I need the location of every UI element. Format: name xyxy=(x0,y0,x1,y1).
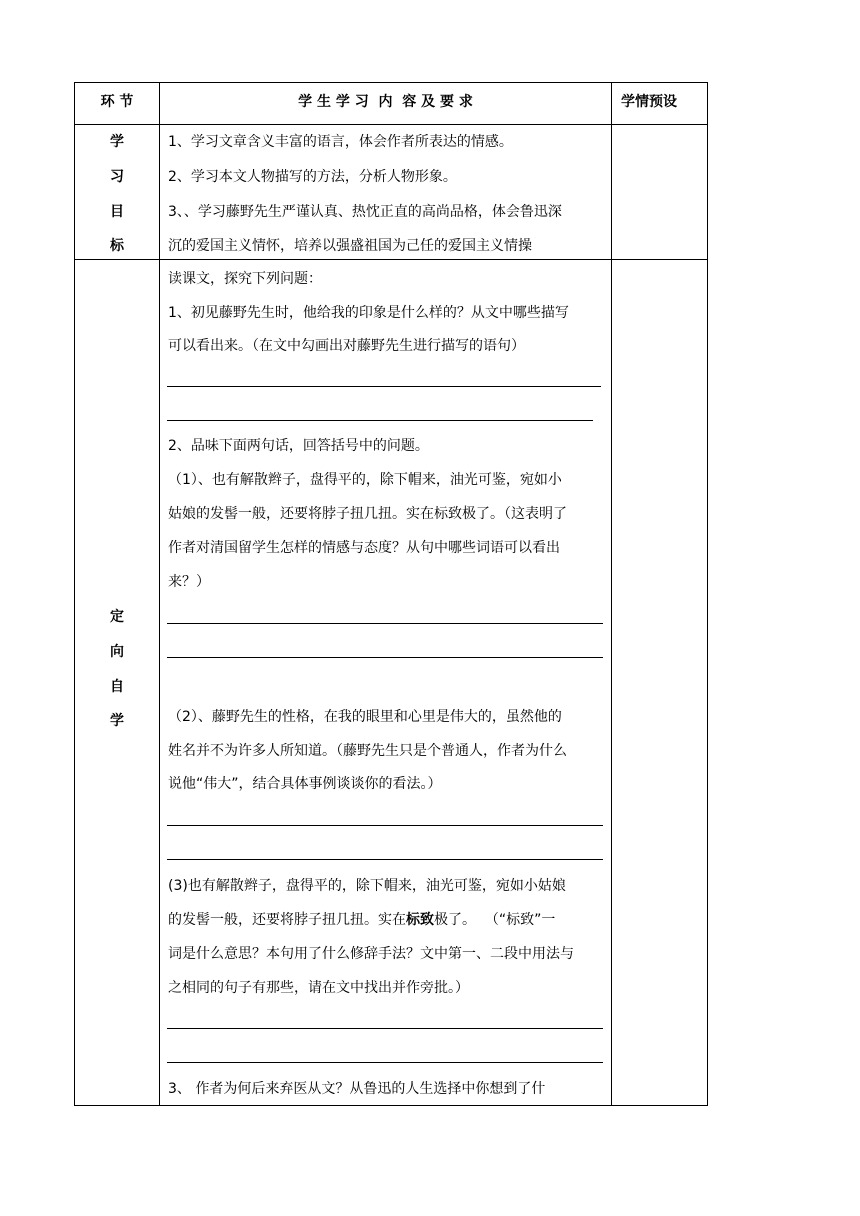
goals-label-char: 学 xyxy=(110,134,124,150)
header-preset: 学情预设 xyxy=(621,94,677,110)
question-2-3-line xyxy=(168,910,555,930)
column-divider-2 xyxy=(611,83,612,1105)
question-2-1-line: 来？） xyxy=(168,574,210,590)
answer-line[interactable] xyxy=(167,825,603,826)
goal-line: 3、、学习藤野先生严谨认真、热忱正直的高尚品格，体会鲁迅深 xyxy=(168,204,562,220)
question-2-2-line: （2）、藤野先生的性格，在我的眼里和心里是伟大的，虽然他的 xyxy=(168,709,562,725)
row-divider-goals xyxy=(75,259,707,260)
question-2-3-text: 极了。 （“标致”一 xyxy=(434,912,556,928)
study-intro: 读课文，探究下列问题： xyxy=(168,271,322,287)
lesson-table xyxy=(74,82,708,1106)
answer-line[interactable] xyxy=(167,420,593,421)
study-label-char: 自 xyxy=(110,679,124,695)
question-2-3-line: 之相同的句子有那些，请在文中找出并作旁批。） xyxy=(168,980,469,996)
goal-line: 1、学习文章含义丰富的语言，体会作者所表达的情感。 xyxy=(168,134,513,150)
header-stage: 环 节 xyxy=(100,94,134,110)
answer-line[interactable] xyxy=(167,623,603,624)
question-1-line: 可以看出来。（在文中勾画出对藤野先生进行描写的语句） xyxy=(168,338,525,354)
answer-line[interactable] xyxy=(167,386,601,387)
header-content: 学 生 学 习 内 容 及 要 求 xyxy=(298,94,473,110)
answer-line[interactable] xyxy=(167,1062,603,1063)
study-label-char: 定 xyxy=(110,609,124,625)
row-divider-header xyxy=(75,124,707,125)
study-label-char: 学 xyxy=(110,713,124,729)
question-2-1-line: 作者对清国留学生怎样的情感与态度？从句中哪些词语可以看出 xyxy=(168,540,560,556)
question-2: 2、品味下面两句话，回答括号中的问题。 xyxy=(168,438,429,454)
question-2-3-line: 词是什么意思？本句用了什么修辞手法？文中第一、二段中用法与 xyxy=(168,946,574,962)
answer-line[interactable] xyxy=(167,859,603,860)
goal-line: 沉的爱国主义情怀，培养以强盛祖国为己任的爱国主义情操 xyxy=(168,238,532,254)
goal-line: 2、学习本文人物描写的方法，分析人物形象。 xyxy=(168,169,457,185)
study-label-char: 向 xyxy=(110,644,124,660)
answer-line[interactable] xyxy=(167,657,603,658)
answer-line[interactable] xyxy=(167,1028,603,1029)
goals-label-char: 目 xyxy=(110,204,124,220)
question-2-1-line: 姑娘的发髻一般，还要将脖子扭几扭。实在标致极了。（这表明了 xyxy=(168,506,567,522)
question-2-3-line: (3)也有解散辫子，盘得平的，除下帽来，油光可鉴，宛如小姑娘 xyxy=(168,878,566,894)
question-2-3-text: 的发髻一般，还要将脖子扭几扭。实在 xyxy=(168,912,406,928)
goals-label-char: 习 xyxy=(110,169,124,185)
column-divider-1 xyxy=(159,83,160,1105)
question-3: 3、 作者为何后来弃医从文？从鲁迅的人生选择中你想到了什 xyxy=(168,1081,546,1097)
question-2-2-line: 说他“伟大”，结合具体事例谈谈你的看法。） xyxy=(168,776,442,792)
question-1-line: 1、初见藤野先生时，他给我的印象是什么样的？从文中哪些描写 xyxy=(168,305,569,321)
goals-label-char: 标 xyxy=(110,238,124,254)
question-2-1-line: （1）、也有解散辫子，盘得平的，除下帽来，油光可鉴，宛如小 xyxy=(168,472,562,488)
emphasized-word: 标致 xyxy=(406,912,434,928)
question-2-2-line: 姓名并不为许多人所知道。（藤野先生只是个普通人，作者为什么 xyxy=(168,743,567,759)
